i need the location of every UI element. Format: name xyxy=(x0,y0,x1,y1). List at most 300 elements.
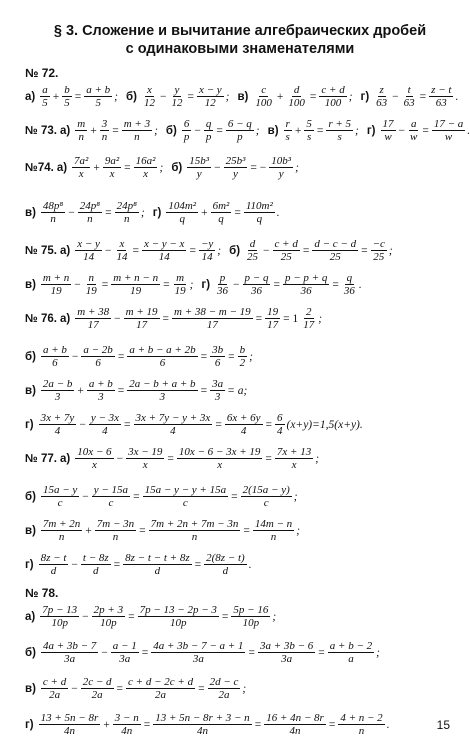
fraction xyxy=(123,552,191,577)
fraction xyxy=(39,552,69,577)
trailing-text: ; xyxy=(376,646,380,659)
trailing-text: ; xyxy=(242,682,247,695)
part-label: а) xyxy=(60,244,71,257)
part-label: в) xyxy=(25,278,36,291)
operator: − xyxy=(233,278,240,291)
equation-part xyxy=(25,84,118,109)
section-subtitle: с одинаковыми знаменателями xyxy=(125,41,355,57)
denominator: 19 xyxy=(130,285,142,297)
numerator: m + 3 xyxy=(123,118,151,130)
numerator: r xyxy=(285,118,290,130)
denominator: 25 xyxy=(247,251,259,263)
exercise-number: № 76. xyxy=(25,312,58,325)
fraction xyxy=(75,306,111,331)
fraction xyxy=(275,412,285,437)
numerator: c xyxy=(261,84,267,96)
numerator: q xyxy=(205,118,212,130)
trailing-text: ; xyxy=(249,350,253,363)
fraction xyxy=(127,378,197,403)
operator: = xyxy=(216,124,223,137)
denominator: 3a xyxy=(281,653,293,665)
fraction xyxy=(81,676,114,701)
trailing-text: = a; xyxy=(227,384,248,397)
fraction xyxy=(134,155,158,180)
denominator: x xyxy=(143,168,149,180)
numerator: x − y xyxy=(198,84,222,96)
operator: − xyxy=(82,610,89,623)
denominator: q xyxy=(256,213,263,225)
operator: = xyxy=(318,646,325,659)
equation-part xyxy=(166,118,260,143)
numerator: x xyxy=(147,84,152,96)
trailing-text: . xyxy=(455,90,459,103)
operator: + xyxy=(52,90,60,103)
numerator: 24p⁸ xyxy=(116,200,137,212)
fraction xyxy=(169,84,184,109)
operator: = − xyxy=(250,161,267,174)
equation-part xyxy=(60,306,322,331)
numerator: m + n − n xyxy=(113,272,159,284)
denominator: 36 xyxy=(251,285,263,297)
numerator: x xyxy=(119,238,125,250)
fraction xyxy=(226,118,254,143)
numerator: 7a² xyxy=(74,155,89,167)
fraction xyxy=(72,155,90,180)
part-label: б) xyxy=(25,490,36,503)
numerator: 48p⁸ xyxy=(42,200,64,212)
numerator: 6 xyxy=(183,118,190,130)
denominator: 2a xyxy=(218,689,230,701)
denominator: 25 xyxy=(329,251,341,263)
equation-part xyxy=(60,118,158,143)
page-number: 15 xyxy=(436,718,450,732)
operator: − xyxy=(159,90,167,103)
fraction xyxy=(244,200,275,225)
part-label: б) xyxy=(25,350,36,363)
numerator: 3a xyxy=(212,378,224,390)
denominator: 17 xyxy=(303,319,315,331)
operator: = xyxy=(243,524,250,537)
part-label: г) xyxy=(360,90,370,103)
operator: = xyxy=(198,682,205,695)
numerator: 16a² xyxy=(135,155,156,167)
equation-row xyxy=(25,378,454,403)
operator: = xyxy=(361,244,368,257)
numerator: −c xyxy=(372,238,385,250)
operator: − xyxy=(71,558,78,571)
operator: = xyxy=(194,558,202,571)
fraction xyxy=(87,378,115,403)
operator: − xyxy=(114,312,121,325)
operator: + xyxy=(103,718,110,731)
denominator: 25 xyxy=(373,251,385,263)
trailing-text: ; xyxy=(140,206,145,219)
denominator: 17 xyxy=(206,319,218,331)
operator: = xyxy=(117,384,125,397)
fraction xyxy=(142,84,157,109)
operator: + xyxy=(294,124,302,137)
numerator: 8z − t xyxy=(40,552,67,564)
denominator: 2a xyxy=(91,689,103,701)
trailing-text: ; xyxy=(348,90,353,103)
numerator: 19 xyxy=(267,306,279,318)
fraction xyxy=(253,518,294,543)
fraction xyxy=(41,484,79,509)
numerator: a + b xyxy=(86,84,111,96)
fraction xyxy=(41,378,74,403)
part-label: г) xyxy=(25,718,34,731)
equation-row xyxy=(25,306,454,331)
fraction xyxy=(41,272,71,297)
part-label: б) xyxy=(229,244,241,257)
fraction xyxy=(215,272,230,297)
operator: = xyxy=(139,524,146,537)
part-label: а) xyxy=(56,161,68,174)
fraction xyxy=(429,84,453,109)
denominator: 4 xyxy=(170,425,176,437)
fraction xyxy=(301,306,316,331)
numerator: 7x + 13 xyxy=(276,446,312,458)
part-label: в) xyxy=(237,90,249,103)
part-label: г) xyxy=(366,124,376,137)
fraction xyxy=(265,306,280,331)
denominator: n xyxy=(87,213,93,225)
part-label: а) xyxy=(60,124,71,137)
denominator: 63 xyxy=(376,97,388,109)
denominator: 3 xyxy=(98,391,104,403)
denominator: y xyxy=(233,168,238,180)
trailing-text: ; xyxy=(159,161,164,174)
fraction xyxy=(111,640,139,665)
denominator: c xyxy=(57,497,63,509)
fraction xyxy=(75,118,87,143)
numerator: m xyxy=(77,118,86,130)
equation-part xyxy=(201,272,361,297)
fraction xyxy=(103,155,121,180)
operator: − xyxy=(71,350,79,363)
denominator: 4n xyxy=(289,725,301,737)
denominator: n xyxy=(78,131,84,143)
operator: + xyxy=(85,524,92,537)
fraction xyxy=(319,84,346,109)
numerator: 17 − a xyxy=(433,118,464,130)
denominator: x xyxy=(109,168,115,180)
fraction xyxy=(286,84,307,109)
denominator: w xyxy=(384,131,392,143)
operator: = xyxy=(133,490,140,503)
operator: = xyxy=(332,278,339,291)
numerator: 2p + 3 xyxy=(93,604,124,616)
numerator: y xyxy=(174,84,180,96)
operator: + xyxy=(201,206,208,219)
fraction xyxy=(39,412,77,437)
fraction xyxy=(177,446,263,471)
denominator: p xyxy=(237,131,243,143)
exercise-number: № 75. xyxy=(25,244,58,257)
fraction xyxy=(231,604,270,629)
trailing-text: ; xyxy=(295,161,299,174)
numerator: r + 5 xyxy=(328,118,352,130)
numerator: b xyxy=(64,84,70,96)
numerator: x − y − x xyxy=(143,238,185,250)
denominator: c xyxy=(108,497,114,509)
numerator: 10x − 6 − 3x + 19 xyxy=(178,446,261,458)
trailing-text: . xyxy=(386,718,390,731)
numerator: 8z − t − t + 8z xyxy=(125,552,190,564)
operator: − xyxy=(398,124,406,137)
numerator: 2 xyxy=(306,306,312,318)
denominator: 3 xyxy=(54,391,61,403)
part-label: а) xyxy=(60,312,71,325)
operator: = xyxy=(163,278,170,291)
denominator: 14 xyxy=(158,251,170,263)
fraction xyxy=(124,306,160,331)
fraction xyxy=(151,640,245,665)
denominator: s xyxy=(337,131,342,143)
fraction xyxy=(126,676,195,701)
operator: = xyxy=(200,350,208,363)
fraction xyxy=(41,344,69,369)
numerator: c + d − 2c + d xyxy=(128,676,194,688)
operator: = xyxy=(105,206,112,219)
fraction xyxy=(204,118,214,143)
denominator: w xyxy=(410,131,418,143)
numerator: 5p − 16 xyxy=(233,604,269,616)
fraction xyxy=(241,484,292,509)
equation-row xyxy=(25,640,454,665)
numerator: m + 19 xyxy=(125,306,158,318)
fraction xyxy=(381,118,396,143)
denominator: a xyxy=(348,653,354,665)
exercise-number: № 77. xyxy=(25,452,58,465)
numerator: 13 + 5n − 8r xyxy=(40,712,99,724)
numerator: 4 + n − 2 xyxy=(340,712,383,724)
fraction xyxy=(204,552,247,577)
numerator: d − c − d xyxy=(314,238,357,250)
equation-row xyxy=(25,84,459,109)
denominator: 4n xyxy=(121,725,133,737)
operator: = xyxy=(328,718,336,731)
numerator: a + b xyxy=(42,344,67,356)
denominator: c xyxy=(263,497,269,509)
denominator: 3 xyxy=(214,391,221,403)
fraction xyxy=(408,118,419,143)
equation-part xyxy=(25,518,300,543)
operator: = xyxy=(132,244,139,257)
equation-part xyxy=(153,200,280,225)
denominator: 6 xyxy=(95,357,101,369)
numerator: 7p − 13 xyxy=(42,604,78,616)
operator: = xyxy=(419,90,427,103)
operator: = xyxy=(124,418,131,431)
equation-part xyxy=(25,640,380,665)
numerator: 6m² xyxy=(212,200,230,212)
operator: = xyxy=(189,244,196,257)
fraction xyxy=(253,84,274,109)
fraction xyxy=(224,155,248,180)
denominator: 4n xyxy=(196,725,208,737)
equation-row xyxy=(25,344,454,369)
fraction xyxy=(40,604,79,629)
denominator: 3a xyxy=(64,653,76,665)
exercise-number: № 73. xyxy=(25,124,58,137)
fraction xyxy=(402,84,417,109)
operator: = xyxy=(117,350,125,363)
denominator: 3a xyxy=(192,653,204,665)
fraction xyxy=(115,200,139,225)
operator: − xyxy=(214,161,221,174)
denominator: n xyxy=(270,531,277,543)
denominator: x xyxy=(78,168,84,180)
denominator: d xyxy=(50,565,57,577)
fraction xyxy=(312,238,358,263)
part-label: в) xyxy=(25,206,36,219)
fraction xyxy=(182,118,192,143)
denominator: 3 xyxy=(159,391,166,403)
denominator: y xyxy=(196,168,202,180)
part-label: в) xyxy=(25,384,36,397)
fraction xyxy=(143,484,229,509)
denominator: 5 xyxy=(95,97,101,109)
numerator: 16 + 4n − 8r xyxy=(266,712,324,724)
equation-part xyxy=(25,484,298,509)
fraction xyxy=(173,272,188,297)
denominator: n xyxy=(101,131,108,143)
numerator: 7m − 3n xyxy=(96,518,135,530)
operator: − xyxy=(116,452,124,465)
denominator: 2a xyxy=(49,689,61,701)
fraction xyxy=(326,118,353,143)
fraction xyxy=(172,306,253,331)
equation-part xyxy=(25,200,145,225)
equation-row xyxy=(25,412,454,437)
numerator: m + 38 xyxy=(77,306,110,318)
denominator: 2 xyxy=(239,357,246,369)
equation-part xyxy=(25,412,363,437)
equation-row xyxy=(25,604,454,629)
fraction xyxy=(283,272,329,297)
operator: = 1 xyxy=(283,312,299,325)
fraction xyxy=(243,272,271,297)
numerator: 10x − 6 xyxy=(77,446,112,458)
denominator: d xyxy=(93,565,99,577)
fraction xyxy=(78,200,102,225)
operator: = xyxy=(141,646,149,659)
equation-row xyxy=(25,238,454,263)
numerator: a − 2b xyxy=(83,344,113,356)
denominator: n xyxy=(58,531,65,543)
denominator: 100 xyxy=(288,97,305,109)
denominator: 100 xyxy=(324,97,342,109)
numerator: −y xyxy=(200,238,214,250)
equation-part xyxy=(367,118,470,143)
denominator: 4n xyxy=(63,725,75,737)
numerator: 2(15a − y) xyxy=(242,484,290,496)
trailing-text: . xyxy=(276,206,280,219)
numerator: 104m² xyxy=(168,200,197,212)
operator: + xyxy=(77,384,84,397)
denominator: 17 xyxy=(267,319,279,331)
fraction xyxy=(210,378,225,403)
exercise-78-heading: № 78. xyxy=(25,586,59,600)
fraction xyxy=(275,446,313,471)
denominator: 19 xyxy=(50,285,62,297)
operator: = xyxy=(215,418,222,431)
fraction xyxy=(273,238,300,263)
numerator: q xyxy=(346,272,353,284)
numerator: 24p⁸ xyxy=(79,200,101,212)
equation-row xyxy=(25,446,454,471)
fraction xyxy=(81,552,111,577)
numerator: 7m + 2n xyxy=(42,518,81,530)
numerator: t − 8z xyxy=(82,552,109,564)
numerator: 6 − q xyxy=(227,118,252,130)
operator: − xyxy=(392,90,399,103)
equation-row xyxy=(25,118,470,143)
numerator: 4a + 3b − 7 − a + 1 xyxy=(153,640,244,652)
operator: = xyxy=(162,312,169,325)
fraction xyxy=(41,640,98,665)
denominator: 4 xyxy=(54,425,61,437)
equation-part xyxy=(25,604,276,629)
fraction xyxy=(245,238,260,263)
trailing-text: ; xyxy=(355,124,359,137)
fraction xyxy=(134,412,213,437)
operator: = xyxy=(248,646,255,659)
equation-part xyxy=(268,118,359,143)
part-label: б) xyxy=(126,90,137,103)
denominator: 63 xyxy=(435,97,447,109)
denominator: 12 xyxy=(143,97,155,109)
denominator: 6 xyxy=(159,357,166,369)
operator: = xyxy=(231,490,238,503)
denominator: w xyxy=(444,131,453,143)
numerator: m xyxy=(176,272,185,284)
denominator: x xyxy=(217,459,223,471)
fraction xyxy=(153,712,251,737)
fraction xyxy=(197,84,224,109)
denominator: 14 xyxy=(83,251,95,263)
fraction xyxy=(127,344,197,369)
denominator: x xyxy=(91,459,97,471)
numerator: 2a − b + a + b xyxy=(129,378,196,390)
operator: = xyxy=(221,610,229,623)
denominator: 19 xyxy=(85,285,97,297)
part-label: а) xyxy=(25,610,36,623)
denominator: n xyxy=(50,213,56,225)
numerator: 6x + 6y xyxy=(226,412,261,424)
operator: = xyxy=(234,206,241,219)
trailing-text: ; xyxy=(225,90,230,103)
numerator: 4a + 3b − 7 xyxy=(42,640,97,652)
operator: − xyxy=(82,490,89,503)
operator: − xyxy=(194,124,201,137)
operator: − xyxy=(74,278,81,291)
part-label: б) xyxy=(25,646,36,659)
equation-part xyxy=(25,272,193,297)
denominator: d xyxy=(154,565,161,577)
numerator: 2(8z − t) xyxy=(206,552,245,564)
equation-part xyxy=(25,344,253,369)
numerator: 15a − y − y + 15a xyxy=(144,484,227,496)
equation-part xyxy=(25,378,247,403)
numerator: 2a − b xyxy=(42,378,73,390)
numerator: p − p + q xyxy=(284,272,328,284)
trailing-text: (x+y)=1,5(x+y). xyxy=(286,418,363,431)
operator: − xyxy=(79,418,86,431)
numerator: a − 1 xyxy=(112,640,137,652)
denominator: 14 xyxy=(201,251,213,263)
